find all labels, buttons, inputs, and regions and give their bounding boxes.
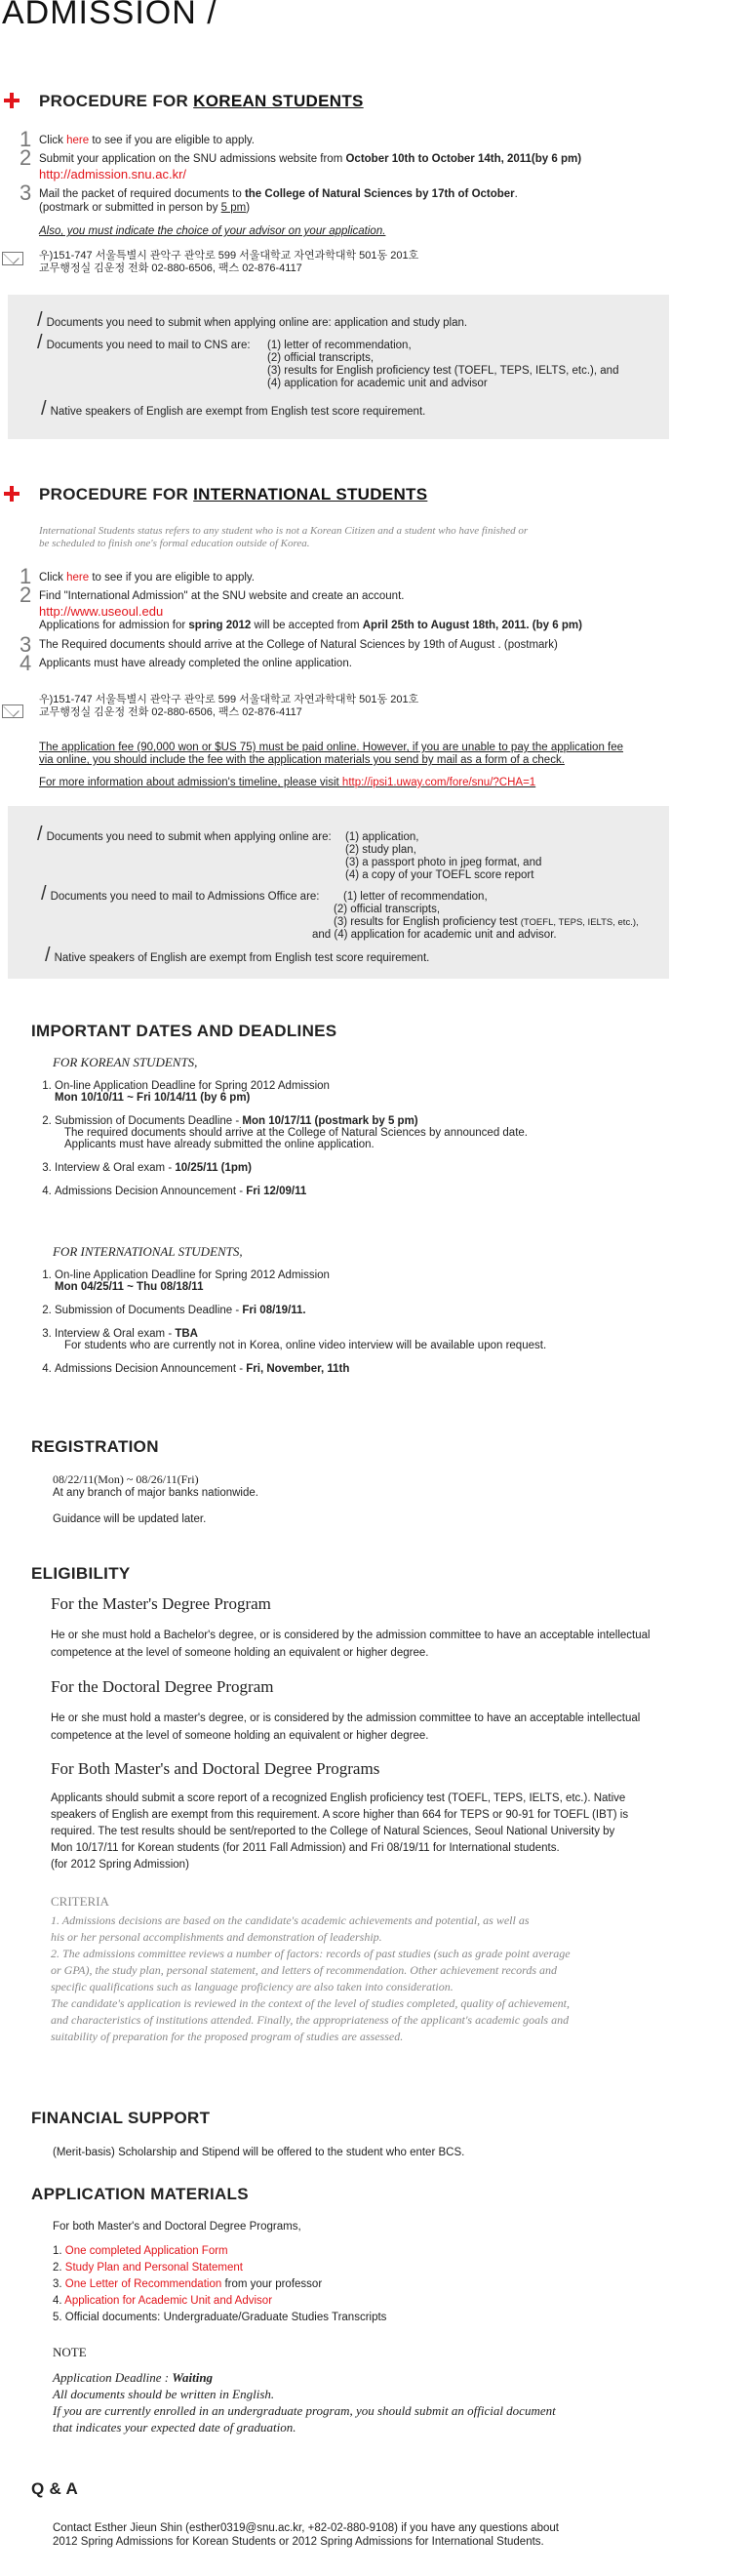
korean-mail-item: (1) letter of recommendation, [267, 340, 412, 351]
intl-mail-item: (2) official transcripts, [334, 904, 441, 915]
korean-online-docs: / Documents you need to submit when applying online are: application and study plan. [37, 309, 468, 331]
both-title: For Both Master's and Doctoral Degree Programs [51, 1759, 380, 1778]
intl-step-3: The Required documents should arrive at the College of Natural Sciences by 19th of August . (postmark) [39, 639, 558, 651]
timeline-note: For more information about admission's timeline, please visit http://ipsi1.uway.com/fore/snu/?CHA=1 [39, 777, 536, 788]
dates-heading: IMPORTANT DATES AND DEADLINES [31, 1022, 337, 1040]
heading-prefix: PROCEDURE FOR [39, 92, 194, 110]
useoul-url-link[interactable]: http://www.useoul.edu [39, 604, 164, 619]
list-item: 2. Submission of Documents Deadline - Fri 08/19/11. [55, 1305, 689, 1316]
qa-heading: Q & A [31, 2479, 79, 2498]
study-plan-link[interactable]: Study Plan and Personal Statement [64, 2262, 243, 2274]
korean-mail-item: (3) results for English proficiency test (TOEFL, TEPS, IELTS, etc.), and [267, 365, 619, 377]
list-item: 3. One Letter of Recommendation from your professor [53, 2278, 323, 2290]
korean-step-3-note: (postmark or submitted in person by 5 pm) [39, 202, 251, 214]
registration-dates: 08/22/11(Mon) ~ 08/26/11(Fri) [53, 1472, 199, 1486]
list-item: 1. On-line Application Deadline for Spring 2012 Admission Mon 04/25/11 ~ Thu 08/18/11 [55, 1269, 689, 1293]
korean-address-line1: 우)151-747 서울특별시 관악구 관악로 599 서울대학교 자연과학대학 501동 201호 [39, 250, 419, 262]
list-item: 1. One completed Application Form [53, 2245, 228, 2257]
korean-dates-list [37, 1080, 689, 1209]
intl-online-item: (3) a passport photo in jpeg format, and [345, 857, 542, 868]
masters-text: He or she must hold a Bachelor's degree, or is considered by the admission committee to have an acceptable intellectual competence at the level of someone holding an equivalent or higher degree. [51, 1630, 651, 1659]
intl-step-2-dates: Applications for admission for spring 2012 will be accepted from April 25th to August 18th, 2011. (by 6 pm) [39, 620, 582, 631]
korean-step-3: Mail the packet of required documents to the College of Natural Sciences by 17th of October. [39, 188, 518, 200]
note-text: Application Deadline : Waiting All documents should be written in English. If you are currently enrolled in an undergraduate program, you should submit an official document that indicates your expected date of graduation. [53, 2370, 556, 2435]
list-item: 4. Admissions Decision Announcement - Fri 12/09/11 [55, 1186, 689, 1197]
materials-list [53, 2243, 386, 2326]
intl-step-4: Applicants must have already completed the online application. [39, 658, 352, 669]
registration-guidance: Guidance will be updated later. [53, 1513, 207, 1525]
mail-icon [2, 252, 23, 265]
intl-mail-item: (1) letter of recommendation, [343, 891, 488, 903]
recommendation-link[interactable]: One Letter of Recommendation [64, 2278, 222, 2290]
intl-online-item: (4) a copy of your TOEFL score report [345, 869, 534, 881]
list-item: 3. Interview & Oral exam - 10/25/11 (1pm) [55, 1162, 689, 1174]
fee-note-line1: The application fee (90,000 won or $US 75) must be paid online. However, if you are unable to pay the application fee [39, 742, 624, 753]
intl-procedure-heading [39, 485, 427, 504]
korean-exempt-note: / Native speakers of English are exempt from English test score requirement. [41, 398, 426, 420]
eligibility-link[interactable]: here [66, 572, 90, 584]
masters-title: For the Master's Degree Program [51, 1594, 271, 1613]
intl-online-item: (1) application, [345, 831, 419, 843]
list-item: 1. On-line Application Deadline for Spring 2012 Admission Mon 10/10/11 ~ Fri 10/14/11 (by 6 pm) [55, 1080, 689, 1104]
korean-step-1: Click here to see if you are eligible to apply. [39, 135, 255, 146]
list-item: 5. Official documents: Undergraduate/Graduate Studies Transcripts [53, 2312, 387, 2323]
plus-icon [4, 486, 20, 502]
list-item: 2. Study Plan and Personal Statement [53, 2262, 243, 2274]
korean-mail-docs: / Documents you need to mail to CNS are: [37, 332, 251, 353]
doctoral-title: For the Doctoral Degree Program [51, 1677, 274, 1696]
korean-students-link[interactable]: KOREAN STUDENTS [193, 92, 364, 110]
step-number: 2 [20, 583, 32, 607]
criteria-text: 1. Admissions decisions are based on the candidate's academic achievements and potential, as well as his or her personal accomplishments and demonstration of leadership. 2. The admissions committee reviews a number of factors: records of past studies (such as grade point average or GPA), the study plan, personal statement, and letters of recommendation. Other achievement records and specific qualifications such as language proficiency are also taken into consideration. The candidate's application is reviewed in the context of the level of studies completed, quality of achievement, and characteristics of institutions attended. Finally, the appropriateness of the applicant's academic goals and suitability of preparation for the proposed program of studies are assessed. [51, 1913, 571, 2043]
materials-intro: For both Master's and Doctoral Degree Programs, [53, 2221, 301, 2233]
intl-step-2: Find "International Admission" at the SNU website and create an account. [39, 590, 405, 602]
plus-icon [4, 93, 20, 108]
intl-online-item: (2) study plan, [345, 844, 416, 856]
materials-heading: APPLICATION MATERIALS [31, 2185, 249, 2203]
step-number: 3 [20, 632, 32, 657]
advisor-note: Also, you must indicate the choice of your advisor on your application. [39, 225, 386, 237]
step-number: 3 [20, 181, 32, 205]
korean-dates-title: FOR KOREAN STUDENTS, [53, 1055, 198, 1069]
registration-heading: REGISTRATION [31, 1437, 159, 1456]
intl-intro-line2: be scheduled to finish one's formal education outside of Korea. [39, 538, 310, 549]
list-item: 4. Application for Academic Unit and Advisor [53, 2295, 273, 2307]
page-title: ADMISSION / [2, 0, 217, 31]
intl-address-line1: 우)151-747 서울특별시 관악구 관악로 599 서울대학교 자연과학대학 501동 201호 [39, 694, 419, 705]
intl-mail-item: (3) results for English proficiency test (TOEFL, TEPS, IELTS, etc.), [334, 916, 639, 928]
intl-mail-item: and (4) application for academic unit and advisor. [312, 929, 557, 941]
eligibility-link[interactable]: here [66, 135, 90, 146]
intl-dates-title: FOR INTERNATIONAL STUDENTS, [53, 1244, 243, 1259]
step-number: 1 [20, 564, 32, 588]
intl-online-docs: / Documents you need to submit when applying online are: [37, 824, 332, 845]
academic-unit-link[interactable]: Application for Academic Unit and Advisor [64, 2295, 273, 2307]
note-title: NOTE [53, 2345, 87, 2359]
step-number: 1 [20, 127, 32, 151]
both-text: Applicants should submit a score report of a recognized English proficiency test (TOEFL, TEPS, IELTS, etc.). Native speakers of English are exempt from this requirement. A score higher than 664 for TEPS or 90-91 for TOEFL (IBT) is required. The test results should be sent/reported to the College of Natural Sciences, Seoul National University by Mon 10/17/11 for Korean students (for 2011 Fall Admission) and Fri 08/19/11 for International students. (for 2012 Spring Admission) [51, 1792, 629, 1871]
korean-address-line2: 교무행정실 김운정 전화 02-880-6506, 팩스 02-876-4117 [39, 262, 302, 274]
financial-heading: FINANCIAL SUPPORT [31, 2109, 211, 2127]
korean-mail-item: (4) application for academic unit and advisor [267, 378, 488, 389]
financial-text: (Merit-basis) Scholarship and Stipend will be offered to the student who enter BCS. [53, 2147, 465, 2158]
fee-note-line2: via online, you should include the fee with the application materials you send by mail as a form of a check. [39, 754, 565, 766]
korean-step-2: Submit your application on the SNU admissions website from October 10th to October 14th, 2011(by 6 pm) [39, 153, 582, 165]
timeline-url-link[interactable]: http://ipsi1.uway.com/fore/snu/?CHA=1 [341, 777, 536, 788]
korean-procedure-heading [39, 92, 364, 111]
intl-dates-list [37, 1269, 689, 1387]
step-number: 2 [20, 145, 32, 170]
mail-icon [2, 704, 23, 718]
list-item: 2. Submission of Documents Deadline - Mon 10/17/11 (postmark by 5 pm) The required documents should arrive at the College of Natural Sciences by announced date. Applicants must have already submitted the online application. [55, 1115, 689, 1150]
list-item: 3. Interview & Oral exam - TBA For students who are currently not in Korea, online video interview will be available upon request. [55, 1328, 689, 1351]
qa-text: Contact Esther Jieun Shin (esther0319@snu.ac.kr, +82-02-880-9108) if you have any questions about 2012 Spring Admissions for Korean Students or 2012 Spring Admissions for International Students. [53, 2522, 559, 2548]
registration-branch: At any branch of major banks nationwide. [53, 1487, 258, 1499]
intl-intro-line1: International Students status refers to any student who is not a Korean Citizen and a student who have finished or [39, 525, 529, 537]
heading-prefix: PROCEDURE FOR [39, 485, 194, 503]
intl-exempt-note: / Native speakers of English are exempt from English test score requirement. [45, 945, 430, 966]
eligibility-heading: ELIGIBILITY [31, 1564, 131, 1583]
international-students-link[interactable]: INTERNATIONAL STUDENTS [193, 485, 428, 503]
admission-url-link[interactable]: http://admission.snu.ac.kr/ [39, 167, 187, 181]
step-number: 4 [20, 651, 32, 675]
doctoral-text: He or she must hold a master's degree, or is considered by the admission committee to have an acceptable intellectual competence at the level of someone holding an equivalent or higher degree. [51, 1712, 641, 1742]
intl-step-1: Click here to see if you are eligible to apply. [39, 572, 255, 584]
intl-mail-docs: / Documents you need to mail to Admissions Office are: [41, 883, 320, 905]
list-item: 4. Admissions Decision Announcement - Fri, November, 11th [55, 1363, 689, 1375]
korean-mail-item: (2) official transcripts, [267, 352, 375, 364]
intl-address-line2: 교무행정실 김운정 전화 02-880-6506, 팩스 02-876-4117 [39, 706, 302, 718]
criteria-title: CRITERIA [51, 1894, 109, 1909]
application-form-link[interactable]: One completed Application Form [64, 2245, 228, 2257]
